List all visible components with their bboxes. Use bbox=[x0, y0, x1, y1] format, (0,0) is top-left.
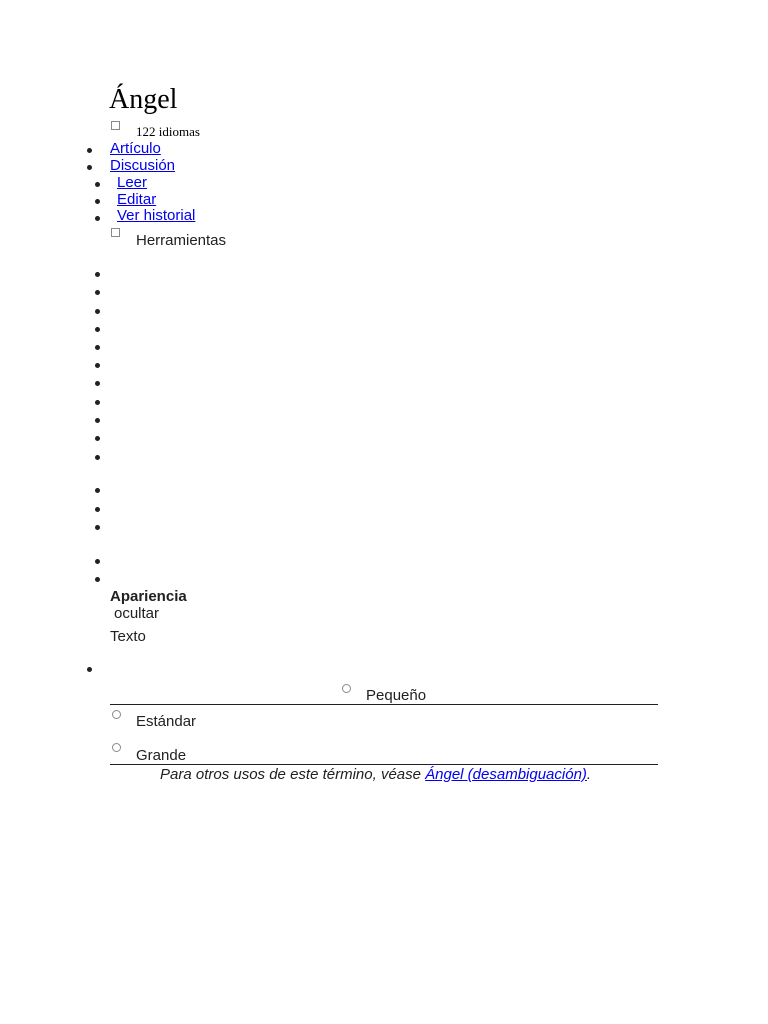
radio-small[interactable] bbox=[342, 684, 351, 693]
tab-discussion[interactable]: Discusión bbox=[110, 157, 176, 174]
bullet bbox=[95, 507, 100, 512]
bullet bbox=[95, 381, 100, 386]
bullet bbox=[95, 216, 100, 221]
bullet bbox=[95, 488, 100, 493]
languages-label[interactable]: 122 idiomas bbox=[136, 124, 200, 139]
divider bbox=[110, 764, 658, 765]
tab-article[interactable]: Artículo bbox=[110, 140, 161, 157]
bullet bbox=[87, 667, 92, 672]
text-size-label: Texto bbox=[110, 628, 146, 645]
bullet bbox=[95, 272, 100, 277]
bullet bbox=[95, 327, 100, 332]
bullet bbox=[95, 199, 100, 204]
radio-standard-label[interactable]: Estándar bbox=[136, 713, 197, 730]
bullet bbox=[95, 309, 100, 314]
tools-label[interactable]: Herramientas bbox=[136, 232, 227, 249]
hide-appearance-button[interactable]: ocultar bbox=[114, 605, 160, 622]
bullet bbox=[95, 290, 100, 295]
tools-checkbox[interactable] bbox=[111, 228, 120, 237]
bullet bbox=[95, 418, 100, 423]
bullet bbox=[95, 182, 100, 187]
bullet bbox=[95, 400, 100, 405]
tab-read[interactable]: Leer bbox=[117, 174, 148, 191]
hatnote bbox=[160, 766, 591, 783]
bullet bbox=[95, 525, 100, 530]
bullet bbox=[95, 559, 100, 564]
divider bbox=[110, 704, 658, 705]
disambiguation-link[interactable]: Ángel (desambiguación) bbox=[425, 766, 587, 783]
bullet bbox=[95, 577, 100, 582]
bullet bbox=[95, 436, 100, 441]
bullet bbox=[95, 455, 100, 460]
appearance-heading: Apariencia bbox=[110, 588, 187, 605]
bullet bbox=[95, 345, 100, 350]
tab-edit[interactable]: Editar bbox=[117, 191, 157, 208]
tab-view-history[interactable]: Ver historial bbox=[117, 207, 196, 224]
radio-standard[interactable] bbox=[112, 710, 121, 719]
hatnote-prefix: Para otros usos de este término, véase bbox=[160, 766, 426, 783]
bullet bbox=[87, 148, 92, 153]
bullet bbox=[95, 363, 100, 368]
radio-large-label[interactable]: Grande bbox=[136, 747, 187, 764]
radio-large[interactable] bbox=[112, 743, 121, 752]
bullet bbox=[87, 165, 92, 170]
page-title: Ángel bbox=[109, 84, 178, 115]
radio-small-label[interactable]: Pequeño bbox=[366, 687, 427, 704]
languages-checkbox[interactable] bbox=[111, 121, 120, 130]
hatnote-suffix: . bbox=[586, 766, 592, 783]
